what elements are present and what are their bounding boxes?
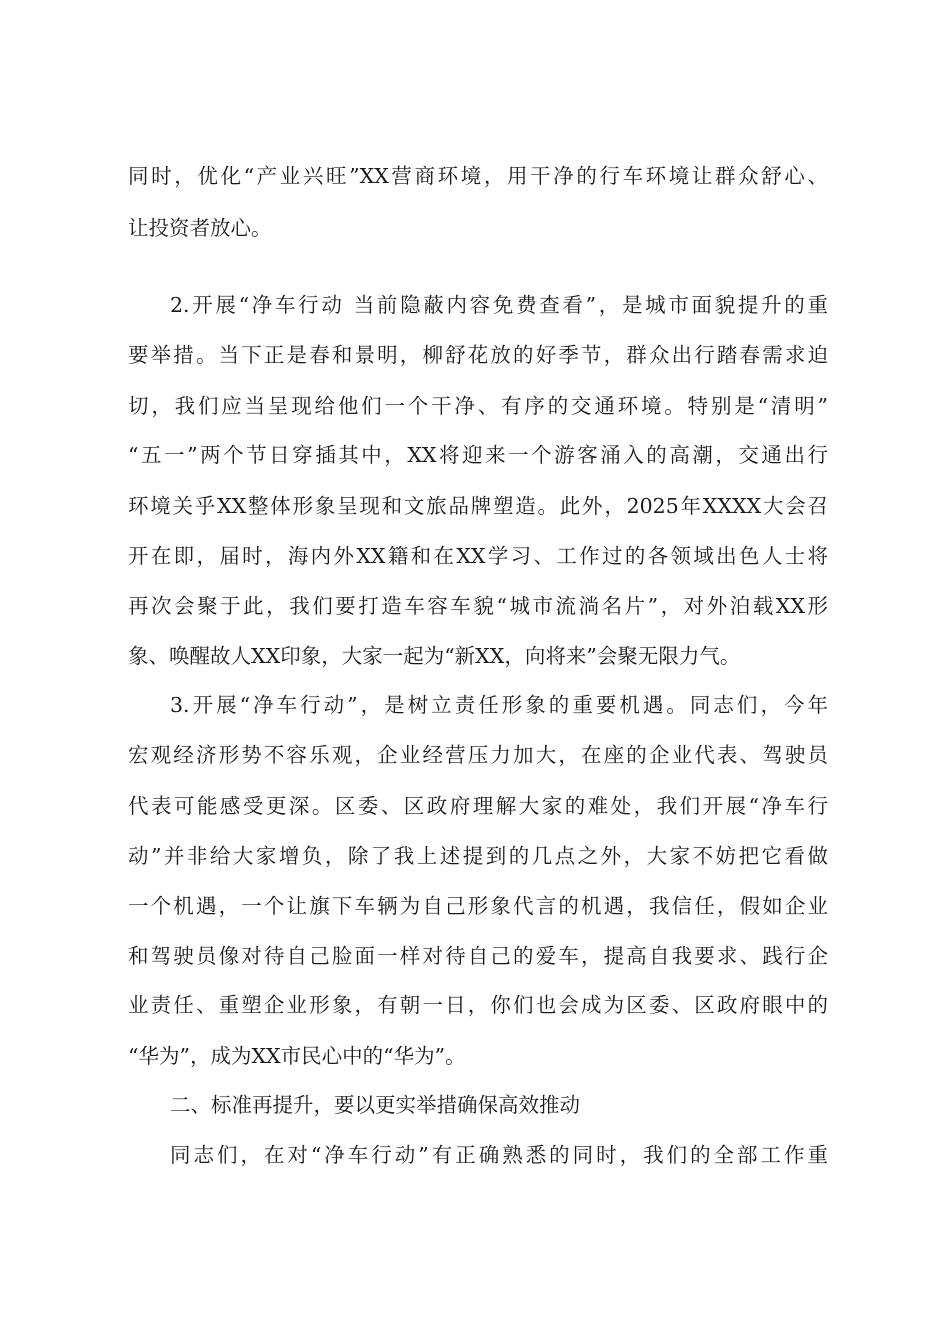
text-line: 2.开展“净车行动 当前隐蔽内容免费查看”，是城市面貌提升的重 (170, 293, 828, 317)
text-line: 再次会聚于此，我们要打造车容车貌“城市流淌名片”，对外泊载XX形 (128, 594, 828, 618)
section-heading: 二、标准再提升，要以更实举措确保高效推动 (170, 1093, 580, 1117)
text-line: 和驾驶员像对待自己脸面一样对待自己的爱车，提高自我要求、践行企 (128, 944, 828, 968)
text-line: 代表可能感受更深。区委、区政府理解大家的难处，我们开展“净车行 (128, 794, 828, 818)
text-line: 动”并非给大家增负，除了我上述提到的几点之外，大家不妨把它看做 (128, 844, 828, 868)
text-line: 同志们，在对“净车行动”有正确熟悉的同时，我们的全部工作重 (170, 1143, 828, 1167)
text-line: 同时，优化“产业兴旺”XX营商环境，用干净的行车环境让群众舒心、 (128, 164, 828, 188)
text-line: 一个机遇，一个让旗下车辆为自己形象代言的机遇，我信任，假如企业 (128, 894, 828, 918)
text-line: 3.开展“净车行动”，是树立责任形象的重要机遇。同志们，今年 (170, 693, 828, 717)
text-line: 让投资者放心。 (128, 216, 272, 240)
text-line: 开在即，届时，海内外XX籍和在XX学习、工作过的各领域出色人士将 (128, 544, 828, 568)
text-line: “五一”两个节日穿插其中，XX将迎来一个游客涌入的高潮，交通出行 (128, 443, 828, 467)
text-line: 切，我们应当呈现给他们一个干净、有序的交通环境。特别是“清明” (128, 394, 828, 418)
text-line: 象、唤醒故人XX印象，大家一起为“新XX，向将来”会聚无限力气。 (128, 644, 741, 668)
text-line: 业责任、重塑企业形象，有朝一日，你们也会成为区委、区政府眼中的 (128, 993, 828, 1017)
text-line: “华为”，成为XX市民心中的“华为”。 (128, 1044, 466, 1068)
text-line: 环境关乎XX整体形象呈现和文旅品牌塑造。此外，2025年XXXX大会召 (128, 494, 828, 518)
text-line: 宏观经济形势不容乐观，企业经营压力加大，在座的企业代表、驾驶员 (128, 743, 828, 767)
text-line: 要举措。当下正是春和景明，柳舒花放的好季节，群众出行踏春需求迫 (128, 343, 828, 367)
